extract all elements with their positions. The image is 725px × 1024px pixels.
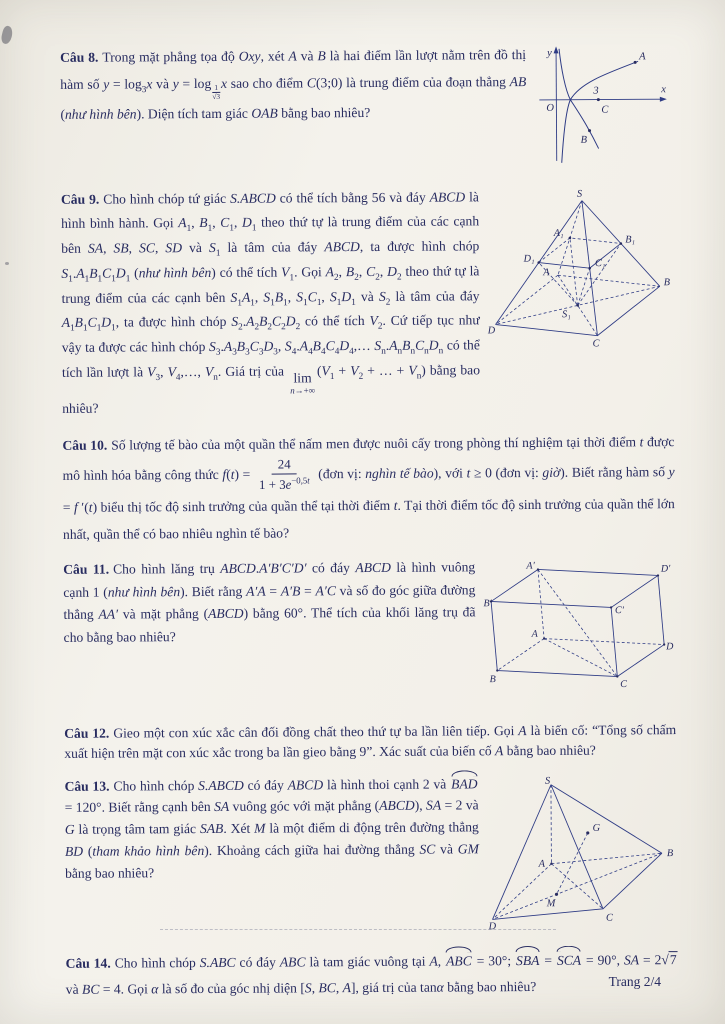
question-13-figure [486, 772, 677, 938]
apex-S-label: S [576, 189, 583, 201]
question-9-label: Câu 9. [60, 192, 100, 208]
axis-arrow-icons [554, 46, 667, 103]
log-graph-figure [534, 42, 673, 165]
question-8-text: Trong mặt phẳng tọa độ Oxy, xét A và B là hai điểm lần lượt nằm trên đồ thị hàm số $y = \log_3x$ và y = log $_{\frac{1}{√3}}$ x sao cho điểm C(3;0) là trung điểm của đoạn thẳng AB (như hình bên). Diện tích tam giác OAB bằng bao nhiêu? [60, 47, 527, 122]
point-D-label: D [488, 920, 497, 931]
x-axis-label: x [661, 84, 667, 96]
point-G-label: G [592, 822, 601, 834]
point-A1-label: A₁ [553, 228, 564, 240]
question-9-text: Cho hình chóp tứ giác S.ABCD có thể tích bằng 56 và đáy ABCD là hình bình hành. Gọi $A_1$, $B_1$, $C_1$, $D_1$ theo thứ tự là trung điểm của các cạnh bên SA, SB, SC, SD và $S_1$ là tâm của đáy ABCD, ta được hình chóp $S_1.A_1B_1C_1D_1$ (như hình bên) có thể tích $V_1$. Gọi $A_2$, $B_2$, $C_2$, $D_2$ theo thứ tự là trung điểm của các cạnh bên $S_1A_1$, $S_1B_1$, $S_1C_1$, $S_1D_1$ và $S_2$ là tâm của đáy $A_1B_1C_1D_1$, ta được hình chóp $S_2.A_2B_2C_2D_2$ có thể tích $V_2$. Cứ tiếp tục như vậy ta được các hình chóp $S_3.A_3B_3C_3D_3$, $S_4.A_4B_4C_4D_4,\dots$ $S_n.A_nB_nC_nD_n$ có thể tích lần lượt là $V_3$, $V_4,\dots$, $V_n$. Giá trị của lim n→+∞ ($V_1 + V_2$ + … + $V_n$) bằng bao nhiêu? [61, 189, 481, 416]
question-10-label: Câu 10. [62, 437, 108, 453]
solid-edges [491, 569, 664, 678]
point-C-label: C [601, 104, 609, 116]
question-13-label: Câu 13. [64, 778, 110, 794]
question-9 [61, 185, 674, 421]
question-9-figure [487, 185, 674, 358]
point-B-label: B [663, 277, 671, 289]
apex-S-label: S [544, 775, 551, 787]
point-B-label: B [489, 674, 496, 686]
question-11-body [63, 557, 476, 650]
point-C-label: C [606, 912, 614, 924]
question-13 [64, 772, 677, 940]
origin-label: O [546, 102, 555, 114]
y-axis-label: y [547, 47, 552, 59]
point-C1-label: C₁ [595, 258, 606, 270]
page-footer: Trang 2/4 [608, 974, 661, 989]
solid-edges [495, 201, 660, 337]
dashed-edges [497, 569, 665, 678]
question-11-label: Câu 11. [63, 561, 110, 578]
question-14-label: Câu 14. [65, 955, 111, 972]
scan-artifact-corner [0, 25, 14, 45]
question-10 [62, 428, 675, 548]
prism-figure [483, 557, 676, 702]
point-A-label: A [639, 51, 646, 63]
point-M-label: M [546, 897, 556, 909]
scan-artifact-dot [5, 262, 9, 265]
question-11-figure [483, 555, 676, 710]
solid-edges [492, 784, 663, 919]
point-A-label: A [538, 858, 545, 870]
question-12-label: Câu 12. [64, 725, 110, 741]
question-13-text: Cho hình chóp S.ABCD có đáy ABCD là hình thoi cạnh 2 và BAD = 120°. Biết rằng cạnh bên SA vuông góc với mặt phẳng (ABCD), SA = 2 và G là trọng tâm tam giác SAB. Xét M là một điểm di động trên đường thẳng BD (tham khảo hình bên). Khoảng cách giữa hai đường thẳng SC và GM bằng bao nhiêu? [65, 776, 479, 881]
question-9-body [61, 186, 480, 421]
point-S1-label: S₁ [562, 309, 571, 321]
point-A-label: A [531, 629, 538, 641]
point-C-label: C [620, 679, 628, 691]
point-B-label: B [666, 847, 674, 859]
question-14-text: Cho hình chóp S.ABC có đáy ABC là tam giác vuông tại A, ABC = 30°; SBA = SCA = 90°, SA = 2√7 và BC = 4. Gọi α là số đo của góc nhị diện [S, BC, A], giá trị của tanα bằng bao nhiêu? [66, 953, 678, 997]
point-D-label: D [666, 641, 674, 653]
point-D1-label: D₁ [523, 254, 535, 266]
question-8 [60, 40, 673, 177]
dashed-edges [492, 784, 663, 919]
point-A-label: A [543, 267, 550, 279]
question-13-body [64, 773, 479, 884]
point-D-label: D [487, 325, 496, 337]
dashed-edges [495, 201, 660, 337]
point-A-prime-label: A′ [526, 560, 535, 572]
question-12 [64, 720, 676, 765]
point-C-label: C [592, 338, 600, 350]
log-curves [559, 48, 639, 162]
point-B-label: B [580, 134, 588, 146]
tick-3-label: 3 [593, 85, 599, 97]
pyramid-midpoints-figure [487, 187, 674, 350]
question-11-text: Cho hình lăng trụ ABCD.A′B′C′D′ có đáy ABCD là hình vuông cạnh 1 (như hình bên). Biết rằng A′A = A′B = A′C và số đo góc giữa đường thẳng AA′ và mặt phẳng (ABCD) bằng 60°. Thể tích của khối lăng trụ đã cho bằng bao nhiêu? [63, 559, 476, 645]
point-B-prime-label: B′ [483, 598, 492, 610]
question-12-text: Gieo một con xúc xắc cân đối đồng chất theo thứ tự ba lần liên tiếp. Gọi A là biến cố: “Tổng số chấm xuất hiện trên mặt con xúc xắc trong ba lần gieo bằng 9”. Xác suất của biến cố A bằng bao nhiêu? [64, 722, 677, 762]
figure-labels [487, 775, 675, 931]
question-8-body [60, 41, 527, 128]
point-B1-label: B₁ [625, 234, 636, 246]
page-content [60, 40, 678, 1012]
question-8-figure [534, 40, 673, 174]
point-C-prime-label: C′ [614, 605, 624, 617]
question-11 [63, 555, 676, 712]
question-8-label: Câu 8. [60, 49, 99, 65]
point-D-prime-label: D′ [660, 563, 671, 575]
pyramid-rhombus-figure [486, 774, 677, 931]
question-14 [66, 948, 678, 1002]
question-10-text: Số lượng tế bào của một quần thể nấm men được nuôi cấy trong phòng thí nghiệm tại thời điểm t được mô hình hóa bằng công thức f(t) = $\frac{24}{1 + 3e^{-0,5t}}$ (đơn vị: nghìn tế bào), với t ≥ 0 (đơn vị: giờ). Biết rằng hàm số y = f ′(t) biểu thị tốc độ sinh trưởng của quần thể tại thời điểm t. Tại thời điểm tốc độ sinh trưởng của quần thể lớn nhất, quần thể có bao nhiêu nghìn tế bào? [62, 433, 675, 543]
